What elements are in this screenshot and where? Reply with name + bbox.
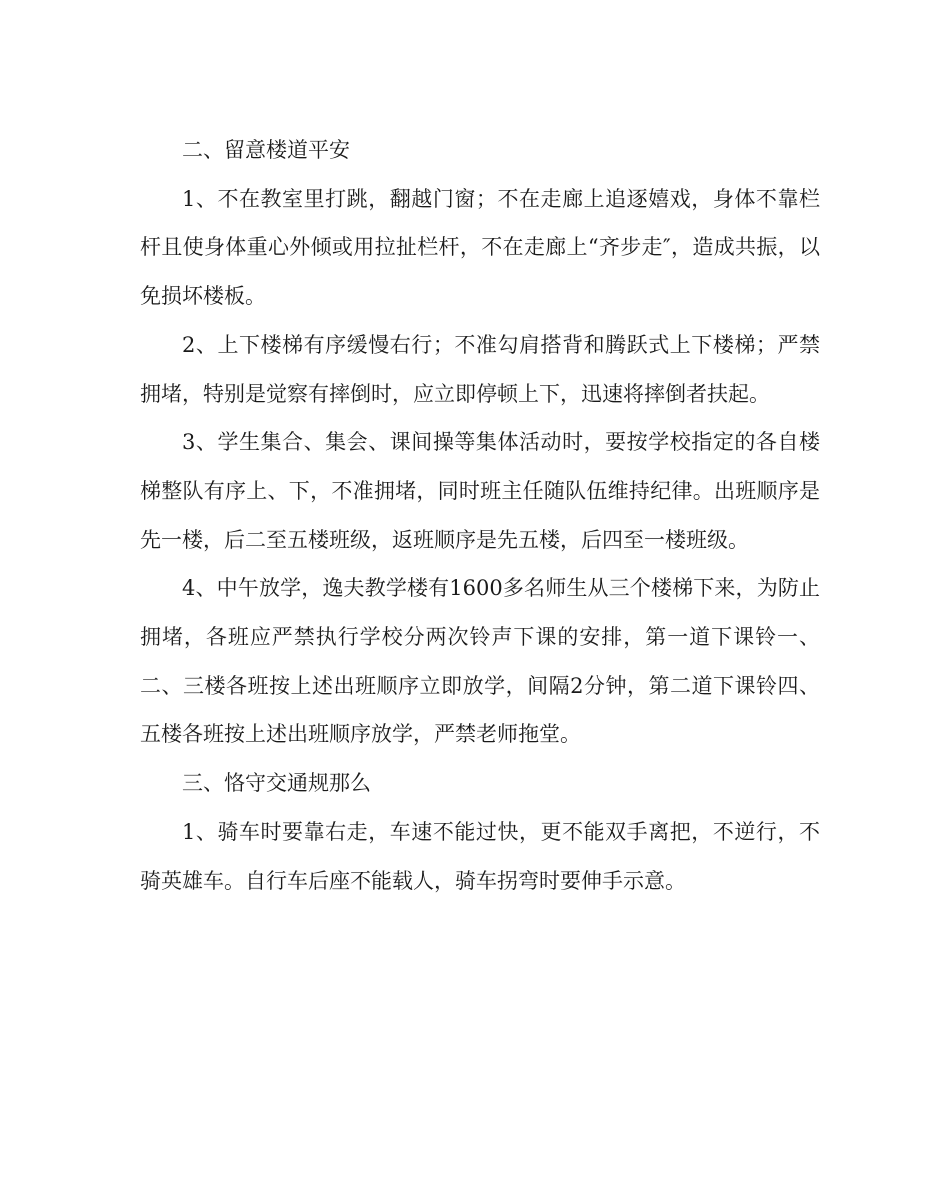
document-body: [140, 126, 820, 905]
paragraph-item-2: 2、上下楼梯有序缓慢右行；不准勾肩搭背和腾跃式上下楼梯；严禁拥堵，特别是觉察有摔倒时，应立即停顿上下，迅速将摔倒者扶起。: [140, 332, 820, 406]
paragraph-item-1: 1、不在教室里打跳，翻越门窗；不在走廊上追逐嬉戏，身体不靠栏杆且使身体重心外倾或用拉扯栏杆，不在走廊上“齐步走″，造成共振，以免损坏楼板。: [140, 186, 820, 309]
section-heading-traffic-rules: 三、恪守交通规那么: [182, 771, 371, 796]
paragraph-item-3: 3、学生集合、集会、课间操等集体活动时，要按学校指定的各自楼梯整队有序上、下，不准拥堵，同时班主任随队伍维持纪律。出班顺序是先一楼，后二至五楼班级，返班顺序是先五楼，后四至一楼班级。: [140, 430, 820, 552]
section-heading-stairway-safety: 二、留意楼道平安: [182, 138, 350, 162]
paragraph-item-4: 4、中午放学，逸夫教学楼有1600多名师生从三个楼梯下来，为防止拥堵，各班应严禁执行学校分两次铃声下课的安排，第一道下课铃一、二、三楼各班按上述出班顺序立即放学，间隔2分钟，第二道下课铃四、五楼各班按上述出班顺序放学，严禁老师拖堂。: [140, 576, 820, 747]
paragraph-traffic-item-1: 1、骑车时要靠右走，车速不能过快，更不能双手离把，不逆行，不骑英雄车。自行车后座不能载人，骑车拐弯时要伸手示意。: [140, 819, 820, 893]
